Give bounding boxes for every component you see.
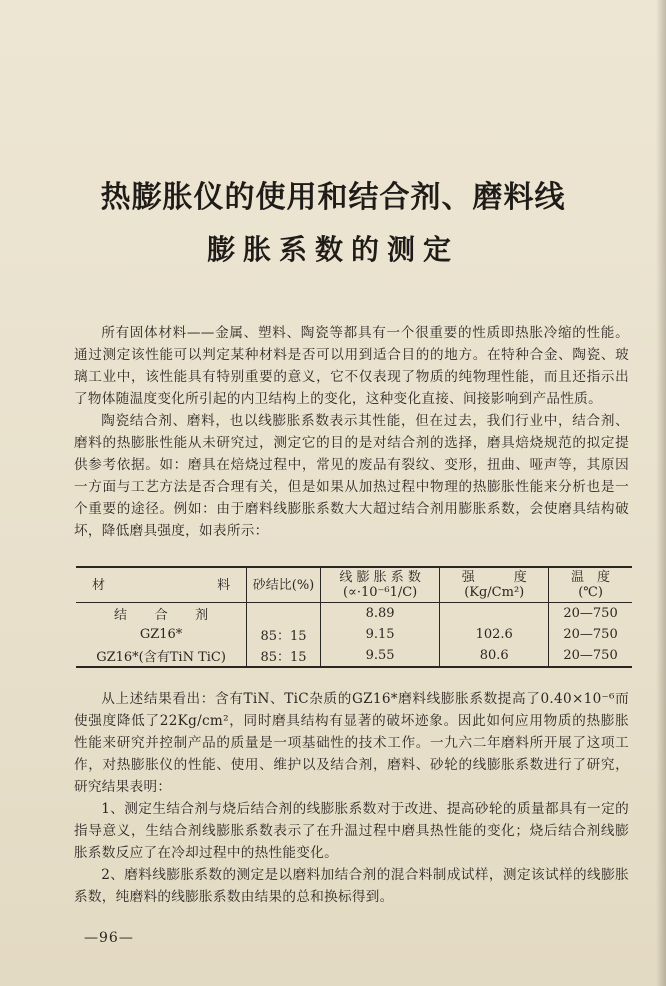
cell-strength: 80.6	[440, 645, 549, 667]
cell-material: 结合剂	[114, 608, 209, 623]
cell-coefficient: 9.15	[320, 624, 439, 645]
cell-material: GZ16*	[139, 627, 183, 642]
header-coefficient-unit: (∝·10⁻⁶1/C)	[342, 585, 418, 600]
cell-ratio: 85：15	[247, 645, 321, 667]
header-coefficient	[320, 567, 439, 603]
cell-coefficient: 8.89	[320, 603, 439, 625]
header-strength-unit: (Kg/Cm²)	[464, 585, 525, 600]
cell-temperature: 20—750	[549, 603, 632, 625]
header-temperature-unit: (℃)	[578, 585, 603, 600]
cell-temperature: 20—750	[549, 645, 632, 667]
title-line-2: 膨胀系数的测定	[206, 233, 459, 266]
paragraph-ceramic-bond: 陶瓷结合剂、磨料，也以线膨胀系数表示其性能，但在过去，我们行业中，结合剂、磨料的热膨胀性能从未研究过，测定它的目的是对结合剂的选择，磨具焙烧规范的拟定提供参考依据。如：磨具在焙烧过程中，常见的废品有裂纹、变形，扭曲、哑声等，其原因一方面与工艺方法是否合理有关，但是如果从加热过程中物理的热膨胀性能来分析也是一个重要的途径。例如：由于磨料线膨胀系数大大超过结合剂用膨胀系数，会使磨具结构破坏，降低磨具强度，如表所示：	[74, 413, 629, 539]
header-strength	[440, 567, 549, 603]
cell-temperature: 20—750	[549, 624, 632, 645]
table-header-row	[76, 567, 632, 603]
paragraph-finding-1: 1、测定生结合剂与烧后结合剂的线膨胀系数对于改进、提高砂轮的质量都具有一定的指导意义，生结合剂线膨胀系数表示了在升温过程中磨具热性能的变化；烧后结合剂线膨胀系数反应了在冷却过程中的热性能变化。	[74, 801, 629, 861]
cell-strength: 102.6	[440, 624, 549, 645]
cell-material: GZ16*(含有TiN TiC)	[96, 650, 226, 665]
table-row	[76, 603, 632, 625]
table-row	[76, 624, 632, 645]
title-line-1: 热膨胀仪的使用和结合剂、磨料线	[100, 180, 566, 215]
paragraph-intro: 所有固体材料——金属、塑料、陶瓷等都具有一个很重要的性质即热胀冷缩的性能。通过测定该性能可以判定某种材料是否可以用到适合目的的地方。在特种合金、陶瓷、玻璃工业中，该性能具有特别重要的意义，它不仅表现了物质的纯物理性能，而且还指示出了物体随温度变化所引起的内卫结构上的变化，这种变化直接、间接影响到产品性质。	[74, 325, 629, 407]
cell-strength	[440, 603, 549, 625]
page-number: —96—	[84, 930, 134, 946]
page-edge-shadow	[656, 0, 666, 986]
header-temperature	[549, 567, 632, 603]
cell-coefficient: 9.55	[320, 645, 439, 667]
header-material: 材 料	[76, 567, 247, 603]
cell-ratio: 85：15	[247, 624, 321, 645]
header-coefficient-name: 线 膨 胀 系 数	[339, 570, 421, 585]
expansion-data-table	[76, 566, 632, 668]
header-ratio: 砂结比(%)	[247, 567, 321, 603]
header-strength-name: 强 度	[461, 570, 527, 585]
paragraph-results: 从上述结果看出：含有TiN、TiC杂质的GZ16*磨料线膨胀系数提高了0.40×10⁻⁶而使强度降低了22Kg/cm²，同时磨具结构有显著的破坏迹象。因此如何应用物质的热膨胀性能来研究并控制产品的质量是一项基础性的技术工作。一九六二年磨料所开展了这项工作，对热膨胀仪的性能、使用、维护以及结合剂，磨料、砂轮的线膨胀系数进行了研究，研究结果表明：	[74, 691, 629, 795]
cell-ratio	[247, 603, 321, 625]
table-row	[76, 645, 632, 667]
paragraph-finding-2: 2、磨料线膨胀系数的测定是以磨料加结合剂的混合料制成试样，测定该试样的线膨胀系数，纯磨料的线膨胀系数由结果的总和换标得到。	[74, 867, 629, 905]
header-temperature-name: 温 度	[571, 570, 611, 585]
